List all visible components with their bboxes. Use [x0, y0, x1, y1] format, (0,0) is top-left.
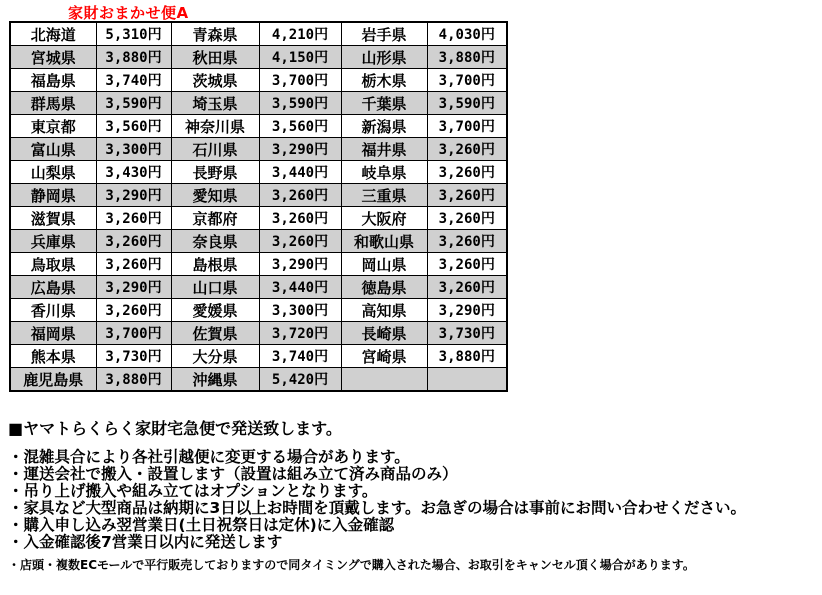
- prefecture-cell: 群馬県: [10, 92, 96, 115]
- price-cell: 3,740円: [259, 345, 341, 368]
- price-cell: 3,290円: [96, 276, 171, 299]
- prefecture-cell: 愛知県: [171, 184, 259, 207]
- price-cell: 3,290円: [96, 184, 171, 207]
- prefecture-cell: 長崎県: [341, 322, 427, 345]
- price-cell: 3,880円: [96, 368, 171, 392]
- prefecture-cell: 東京都: [10, 115, 96, 138]
- table-row: [10, 253, 507, 276]
- table-row: [10, 230, 507, 253]
- price-cell: 3,260円: [427, 184, 507, 207]
- prefecture-cell: 奈良県: [171, 230, 259, 253]
- prefecture-cell: 山梨県: [10, 161, 96, 184]
- price-cell: 3,260円: [427, 161, 507, 184]
- prefecture-cell: 鳥取県: [10, 253, 96, 276]
- price-cell: 4,210円: [259, 22, 341, 46]
- prefecture-cell: 熊本県: [10, 345, 96, 368]
- price-cell: 3,880円: [427, 345, 507, 368]
- prefecture-cell: 岐阜県: [341, 161, 427, 184]
- prefecture-cell: 兵庫県: [10, 230, 96, 253]
- shipping-fee-table: [9, 21, 508, 392]
- prefecture-cell: 沖縄県: [171, 368, 259, 392]
- prefecture-cell: 大分県: [171, 345, 259, 368]
- prefecture-cell: 栃木県: [341, 69, 427, 92]
- price-cell: 3,700円: [427, 69, 507, 92]
- price-cell: 3,880円: [96, 46, 171, 69]
- prefecture-cell: 静岡県: [10, 184, 96, 207]
- table-row: [10, 184, 507, 207]
- prefecture-cell: 岩手県: [341, 22, 427, 46]
- price-cell: 3,260円: [96, 207, 171, 230]
- prefecture-cell: 石川県: [171, 138, 259, 161]
- price-cell: 4,150円: [259, 46, 341, 69]
- table-row: [10, 46, 507, 69]
- prefecture-cell: 島根県: [171, 253, 259, 276]
- prefecture-cell: 三重県: [341, 184, 427, 207]
- price-cell: 3,590円: [96, 92, 171, 115]
- table-row: [10, 161, 507, 184]
- prefecture-cell: 福岡県: [10, 322, 96, 345]
- price-cell: 3,700円: [96, 322, 171, 345]
- note-item: ・購入申し込み翌営業日(土日祝祭日は定休)に入金確認: [8, 516, 395, 534]
- table-row: [10, 69, 507, 92]
- price-cell: 3,260円: [259, 230, 341, 253]
- price-cell: 5,310円: [96, 22, 171, 46]
- shipping-fee-table-body: [10, 22, 507, 391]
- price-cell: 3,440円: [259, 276, 341, 299]
- prefecture-cell: 富山県: [10, 138, 96, 161]
- table-row: [10, 299, 507, 322]
- price-cell: 4,030円: [427, 22, 507, 46]
- prefecture-cell: 青森県: [171, 22, 259, 46]
- price-cell: 3,260円: [427, 276, 507, 299]
- prefecture-cell: 埼玉県: [171, 92, 259, 115]
- prefecture-cell: 神奈川県: [171, 115, 259, 138]
- prefecture-cell: 高知県: [341, 299, 427, 322]
- prefecture-cell: 和歌山県: [341, 230, 427, 253]
- prefecture-cell: 宮城県: [10, 46, 96, 69]
- prefecture-cell: 京都府: [171, 207, 259, 230]
- note-item: ・家具など大型商品は納期に3日以上お時間を頂戴します。お急ぎの場合は事前にお問い合わせください。: [8, 499, 747, 517]
- price-cell: 3,260円: [427, 253, 507, 276]
- price-cell: 3,880円: [427, 46, 507, 69]
- prefecture-cell: 愛媛県: [171, 299, 259, 322]
- table-row: [10, 207, 507, 230]
- price-cell: 3,560円: [96, 115, 171, 138]
- prefecture-cell: 山形県: [341, 46, 427, 69]
- fine-print-note: ・店頭・複数ECモールで平行販売しておりますので同タイミングで購入された場合、お取引をキャンセル頂く場合があります。: [8, 558, 695, 572]
- prefecture-cell: 福島県: [10, 69, 96, 92]
- price-cell: 3,740円: [96, 69, 171, 92]
- price-cell: 3,260円: [259, 207, 341, 230]
- prefecture-cell: 新潟県: [341, 115, 427, 138]
- price-cell: 3,290円: [259, 138, 341, 161]
- table-row: [10, 276, 507, 299]
- price-cell: 3,290円: [259, 253, 341, 276]
- price-cell: 3,260円: [96, 253, 171, 276]
- prefecture-cell: 鹿児島県: [10, 368, 96, 392]
- price-cell: 3,260円: [96, 230, 171, 253]
- note-item: ・入金確認後7営業日以内に発送します: [8, 533, 283, 551]
- table-row: [10, 92, 507, 115]
- prefecture-cell: 大阪府: [341, 207, 427, 230]
- price-cell: 3,700円: [427, 115, 507, 138]
- price-cell: 3,260円: [259, 184, 341, 207]
- note-item: ・吊り上げ搬入や組み立てはオプションとなります。: [8, 482, 378, 500]
- price-cell: 3,720円: [259, 322, 341, 345]
- price-cell: 3,560円: [259, 115, 341, 138]
- price-cell: 3,590円: [259, 92, 341, 115]
- prefecture-cell: 岡山県: [341, 253, 427, 276]
- note-item: ・運送会社で搬入・設置します（設置は組み立て済み商品のみ）: [8, 465, 458, 483]
- price-cell: 3,260円: [427, 138, 507, 161]
- prefecture-cell: 佐賀県: [171, 322, 259, 345]
- price-cell: 3,290円: [427, 299, 507, 322]
- price-cell: [427, 368, 507, 392]
- price-cell: 5,420円: [259, 368, 341, 392]
- prefecture-cell: 徳島県: [341, 276, 427, 299]
- table-row: [10, 138, 507, 161]
- price-cell: 3,300円: [259, 299, 341, 322]
- prefecture-cell: 茨城県: [171, 69, 259, 92]
- price-cell: 3,700円: [259, 69, 341, 92]
- price-cell: 3,440円: [259, 161, 341, 184]
- shipping-method-heading: ■ヤマトらくらく家財宅急便で発送致します。: [8, 419, 342, 438]
- price-cell: 3,300円: [96, 138, 171, 161]
- price-cell: 3,430円: [96, 161, 171, 184]
- prefecture-cell: 滋賀県: [10, 207, 96, 230]
- prefecture-cell: 宮崎県: [341, 345, 427, 368]
- note-item: ・混雑具合により各社引越便に変更する場合があります。: [8, 448, 410, 466]
- price-cell: 3,730円: [96, 345, 171, 368]
- price-cell: 3,590円: [427, 92, 507, 115]
- table-row: [10, 345, 507, 368]
- prefecture-cell: 長野県: [171, 161, 259, 184]
- table-row: [10, 322, 507, 345]
- prefecture-cell: 福井県: [341, 138, 427, 161]
- price-cell: 3,260円: [427, 207, 507, 230]
- price-cell: 3,260円: [427, 230, 507, 253]
- price-cell: 3,730円: [427, 322, 507, 345]
- shipping-notes-list: [8, 449, 746, 551]
- prefecture-cell: 香川県: [10, 299, 96, 322]
- prefecture-cell: 秋田県: [171, 46, 259, 69]
- prefecture-cell: 千葉県: [341, 92, 427, 115]
- table-title: 家財おまかせ便A: [68, 4, 189, 22]
- prefecture-cell: [341, 368, 427, 392]
- price-cell: 3,260円: [96, 299, 171, 322]
- prefecture-cell: 広島県: [10, 276, 96, 299]
- table-row: [10, 115, 507, 138]
- table-row: [10, 368, 507, 392]
- table-row: [10, 22, 507, 46]
- prefecture-cell: 北海道: [10, 22, 96, 46]
- prefecture-cell: 山口県: [171, 276, 259, 299]
